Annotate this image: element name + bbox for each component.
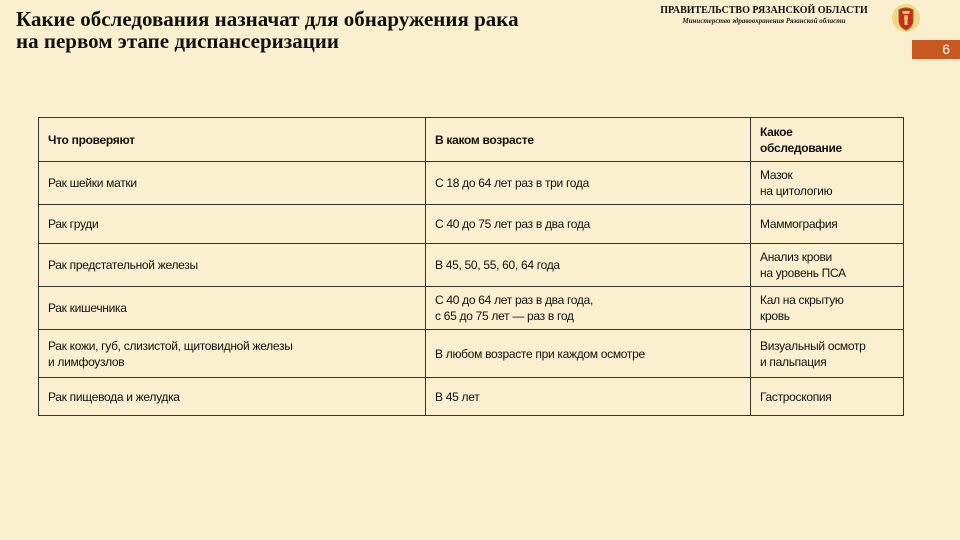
table-row xyxy=(39,330,904,378)
organization-name: ПРАВИТЕЛЬСТВО РЯЗАНСКОЙ ОБЛАСТИ xyxy=(660,5,868,16)
table-cell: Рак пищевода и желудка xyxy=(39,378,426,416)
screening-table xyxy=(38,117,904,416)
table-cell: Рак предстательной железы xyxy=(39,244,426,287)
table-cell: Визуальный осмотр и пальпация xyxy=(751,330,904,378)
table-cell: В любом возрасте при каждом осмотре xyxy=(426,330,751,378)
column-header: Какое обследование xyxy=(751,118,904,162)
table-row xyxy=(39,378,904,416)
organization-header xyxy=(640,5,888,27)
coat-of-arms-icon xyxy=(890,2,922,34)
ministry-name: Министерство здравоохранения Рязанской области xyxy=(682,17,846,25)
table-cell: Мазок на цитологию xyxy=(751,162,904,205)
slide-title-line-2: на первом этапе диспансеризации xyxy=(16,29,339,53)
table-cell: Гастроскопия xyxy=(751,378,904,416)
table-cell: В 45, 50, 55, 60, 64 года xyxy=(426,244,751,287)
table-cell: Рак кишечника xyxy=(39,287,426,330)
table-row xyxy=(39,244,904,287)
table-cell: Маммография xyxy=(751,205,904,244)
table-cell: С 18 до 64 лет раз в три года xyxy=(426,162,751,205)
table-cell: Рак кожи, губ, слизистой, щитовидной железы и лимфоузлов xyxy=(39,330,426,378)
table-cell: С 40 до 64 лет раз в два года, с 65 до 75 лет — раз в год xyxy=(426,287,751,330)
slide-title xyxy=(16,8,636,52)
table-cell: С 40 до 75 лет раз в два года xyxy=(426,205,751,244)
page-number-badge: 6 xyxy=(912,40,960,59)
table-row xyxy=(39,287,904,330)
table-cell: Рак груди xyxy=(39,205,426,244)
table-cell: Кал на скрытую кровь xyxy=(751,287,904,330)
table-header-row xyxy=(39,118,904,162)
column-header: В каком возрасте xyxy=(426,118,751,162)
slide-title-line-1: Какие обследования назначат для обнаружения рака xyxy=(16,7,519,31)
table-cell: В 45 лет xyxy=(426,378,751,416)
table-cell: Рак шейки матки xyxy=(39,162,426,205)
table-row xyxy=(39,162,904,205)
column-header: Что проверяют xyxy=(39,118,426,162)
table-row xyxy=(39,205,904,244)
table-cell: Анализ крови на уровень ПСА xyxy=(751,244,904,287)
